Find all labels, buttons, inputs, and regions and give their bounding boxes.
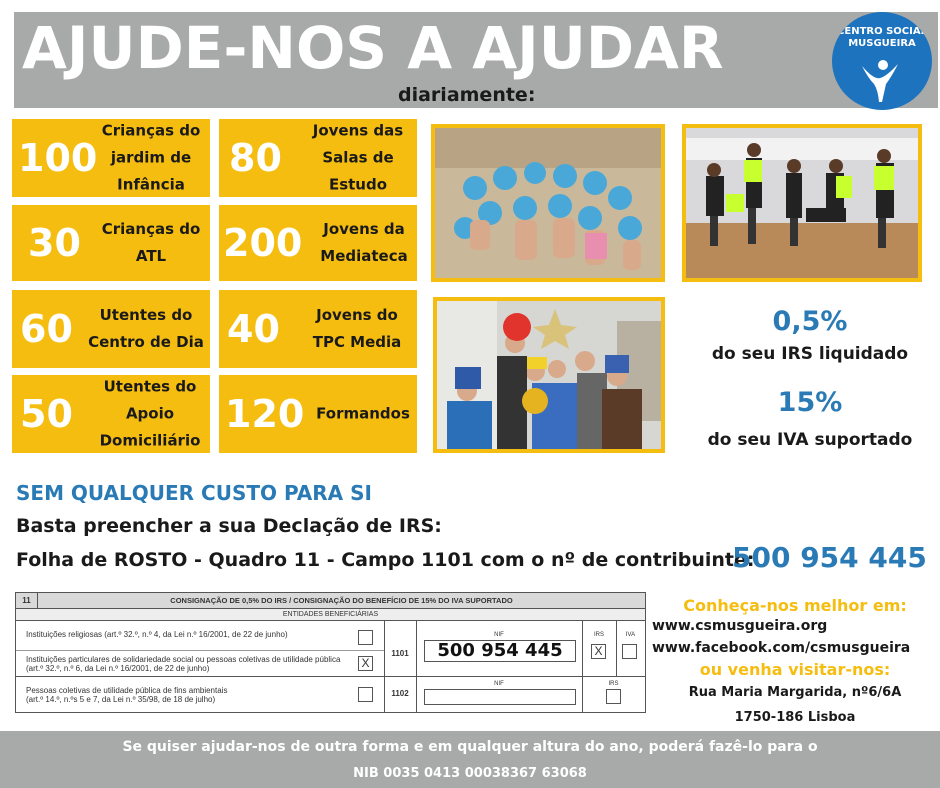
stat-number: 30	[28, 221, 81, 265]
stat-label: Jovens das Salas de Estudo	[312, 121, 404, 194]
irs-text: do seu IRS liquidado	[711, 344, 909, 364]
stat-box-media-library	[219, 205, 417, 281]
irs-label: IRS	[593, 632, 604, 638]
photo-children-beach	[431, 124, 665, 282]
form-section-number: 11	[16, 593, 38, 609]
iva-percent: 15%	[777, 387, 843, 418]
bank-account-number: NIB 0035 0413 00038367 63068	[353, 766, 587, 781]
form-subheader: ENTIDADES BENEFICIÁRIAS	[16, 609, 645, 621]
photo-elderly-party	[433, 297, 665, 453]
form-row-environment: Pessoas coletivas de utilidade pública de fins ambientais	[26, 686, 228, 695]
person-icon	[860, 60, 904, 104]
stat-label: Utentes do Centro de Dia	[88, 306, 204, 351]
nif-input-box-2[interactable]	[424, 689, 576, 705]
form-row-ipss: Instituições particulares de solidariedade social ou pessoas coletivas de utilidade pública	[26, 655, 341, 664]
organization-logo	[832, 12, 932, 110]
logo-text: CENTRO SOCIAL MUSGUEIRA	[837, 26, 927, 49]
stat-number: 60	[20, 307, 73, 351]
stat-number: 200	[223, 221, 303, 265]
checkbox-irs-2[interactable]	[606, 689, 621, 704]
nif-label: NIF	[494, 632, 504, 638]
stat-label: Jovens da Mediateca	[320, 220, 408, 265]
iva-label: IVA	[625, 632, 636, 638]
stat-number: 80	[229, 136, 282, 180]
field-code-1102: 1102	[391, 689, 409, 698]
stat-number: 100	[18, 136, 98, 180]
iva-text: do seu IVA suportado	[707, 430, 913, 450]
instruction-line-2: Folha de ROSTO - Quadro 11 - Campo 1101 com o nº de contribuinte:	[16, 549, 755, 571]
stat-label: Formandos	[316, 404, 410, 423]
page-title: AJUDE-NOS A AJUDAR	[22, 14, 724, 82]
form-section-title: CONSIGNAÇÃO DE 0,5% DO IRS / CONSIGNAÇÃO DO BENEFÍCIO DE 15% DO IVA SUPORTADO	[170, 596, 513, 605]
form-divider	[16, 676, 645, 677]
stat-label: Utentes do Apoio Domiciliário	[99, 377, 201, 450]
checkbox-environment[interactable]	[358, 687, 373, 702]
stat-number: 120	[225, 392, 305, 436]
page-subtitle: diariamente:	[398, 84, 536, 106]
form-row-environment-law: (art.º 14.º, n.ºs 5 e 7, da Lei n.º 35/98, de 18 de julho)	[26, 695, 216, 704]
stat-box-atl	[12, 205, 210, 281]
stat-box-tpc-media	[219, 290, 417, 368]
stat-label: Crianças do jardim de Infância	[101, 121, 201, 194]
checkbox-irs[interactable]: X	[591, 644, 606, 659]
checkbox-ipss[interactable]: X	[358, 656, 373, 671]
stat-box-kindergarten	[12, 119, 210, 197]
form-divider	[16, 650, 384, 651]
stat-number: 40	[227, 307, 280, 351]
address-street: Rua Maria Margarida, nº6/6A	[688, 685, 902, 700]
stat-box-day-center	[12, 290, 210, 368]
checkbox-iva[interactable]	[622, 644, 637, 659]
website-link[interactable]: www.csmusgueira.org	[652, 618, 828, 634]
form-row-religious: Instituições religiosas (art.º 32.º, n.º 4, da Lei n.º 16/2001, de 22 de junho)	[26, 630, 288, 639]
stat-box-study-rooms	[219, 119, 417, 197]
stat-label: Crianças do ATL	[101, 220, 201, 265]
photo-youth-dancing	[682, 124, 922, 282]
stat-label: Jovens do TPC Media	[312, 306, 402, 351]
stat-box-trainees	[219, 375, 417, 453]
irs-percent: 0,5%	[772, 306, 848, 337]
taxpayer-number: 500 954 445	[732, 541, 927, 574]
checkbox-religious[interactable]	[358, 630, 373, 645]
nif-value: 500 954 445	[437, 640, 563, 661]
visit-heading: ou venha visitar-nos:	[699, 660, 891, 679]
facebook-link[interactable]: www.facebook.com/csmusgueira	[652, 640, 911, 656]
footer-text: Se quiser ajudar-nos de outra forma e em qualquer altura do ano, poderá fazê-lo para o	[122, 739, 818, 755]
form-row-ipss-law: (art.º 32.º, n.º 6, da Lei n.º 16/2001, de 22 de junho)	[26, 664, 210, 673]
field-code-1101: 1101	[391, 649, 409, 658]
stat-number: 50	[20, 392, 73, 436]
contact-heading: Conheça-nos melhor em:	[683, 596, 907, 615]
no-cost-heading: SEM QUALQUER CUSTO PARA SI	[16, 481, 372, 505]
address-city: 1750-186 Lisboa	[734, 710, 856, 725]
stat-box-home-support	[12, 375, 210, 453]
instruction-line-1: Basta preencher a sua Declação de IRS:	[16, 515, 442, 537]
nif-label-2: NIF	[494, 681, 504, 687]
irs-label-2: IRS	[608, 681, 619, 687]
irs-form-excerpt	[15, 592, 646, 713]
